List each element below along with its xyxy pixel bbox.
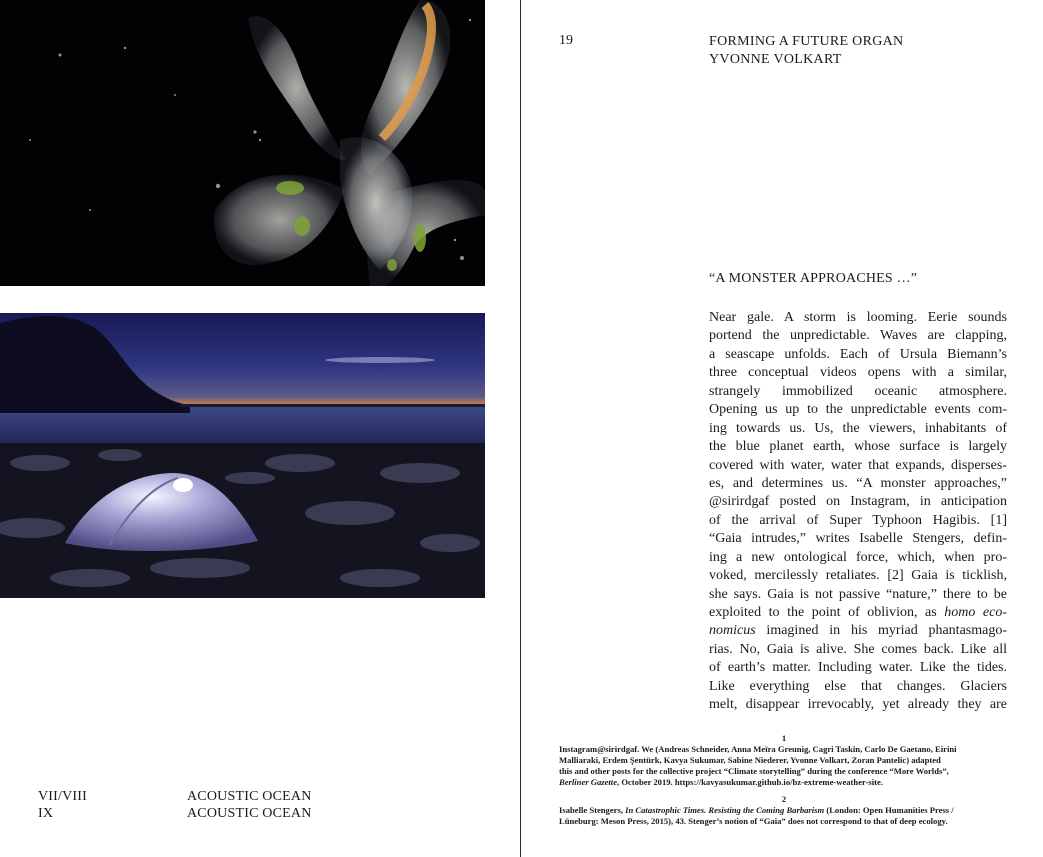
page-gutter: [520, 0, 521, 857]
body-line: portend the unpredictable. Waves are clapping,: [709, 328, 1007, 344]
body-line: nomicus imagined in his myriad phantasmago-: [709, 623, 1007, 639]
body-line: of the arrival of Super Typhoon Hagibis. [1]: [709, 512, 1007, 528]
page-number: 19: [559, 33, 573, 48]
footnote-number: 1: [781, 733, 787, 743]
body-line: of earth’s matter. Including water. Like the tides.: [709, 660, 1007, 676]
body-line: exploited to the point of oblivion, as homo eco-: [709, 605, 1007, 620]
footnote-line: Berliner Gazette, October 2019. https://kavyasukumar.github.io/bz-extreme-weather-site.: [559, 777, 883, 787]
body-line: three conceptual videos opens with a similar,: [709, 365, 1007, 381]
footnotes: [559, 733, 1009, 833]
sea-creature-photo: [0, 0, 485, 286]
body-line: melt, disappear irrevocably, yet already they are: [709, 697, 1007, 713]
body-line: strangely immobilized oceanic atmosphere.: [709, 383, 1007, 399]
footnote-line: Isabelle Stengers, In Catastrophic Times. Resisting the Coming Barbarism (London: Open Humanities Press /: [559, 805, 954, 815]
footnote-line: Instagram@sirirdgaf. We (Andreas Schneider, Anna Meïra Greunig, Cagri Taskin, Carlo De Gaetano, Eirini: [559, 744, 957, 754]
sea-creature-illustration: [0, 0, 485, 286]
caption-number: IX: [38, 806, 54, 821]
body-line: a seascape unfolds. Each of Ursula Biemann’s: [709, 346, 1007, 362]
image-captions: [38, 788, 312, 822]
body-text: [709, 309, 1007, 715]
body-line: Opening us up to the unpredictable events com-: [709, 402, 1007, 418]
article-title: FORMING A FUTURE ORGAN: [709, 34, 904, 49]
body-line: rias. No, Gaia is alive. She comes back. Like all: [709, 641, 1007, 657]
footnote-line: this and other posts for the collective project “Climate storytelling” during the conference “More Worlds”,: [559, 766, 949, 776]
tent-landscape-illustration: [0, 313, 485, 598]
section-heading: “A MONSTER APPROACHES …”: [709, 271, 918, 286]
footnote-number: 2: [781, 794, 787, 804]
footnote-line: Lüneburg: Meson Press, 2015), 43. Stenger’s notion of “Gaia” does not correspond to that of deep ecology.: [559, 816, 948, 826]
tent-at-night-photo: [0, 313, 485, 598]
footnote-line: Malliaraki, Erdem Şentürk, Kavya Sukumar, Sabine Niederer, Yvonne Volkart, Zoran Pantelic) adapted: [559, 755, 941, 765]
caption-number: VII/VIII: [38, 789, 88, 804]
body-line: Like everything else that changes. Glaciers: [709, 678, 1007, 694]
caption-title: ACOUSTIC OCEAN: [187, 806, 312, 821]
body-line: ing a new ontological force, which, when pro-: [709, 549, 1007, 565]
running-head: [709, 33, 903, 68]
caption-title: ACOUSTIC OCEAN: [187, 789, 312, 804]
caption-row: [38, 788, 312, 805]
body-line: es, and determines us. “A monster approaches,”: [709, 475, 1007, 491]
caption-row: [38, 805, 312, 822]
footnote: [559, 794, 1009, 827]
body-line: she says. Gaia is not passive “nature,” there to be: [709, 586, 1007, 602]
body-line: ing towards us. Us, the viewers, inhabitants of: [709, 420, 1007, 436]
body-line: “Gaia intrudes,” writes Isabelle Stengers, defin-: [709, 531, 1007, 547]
body-line: covered with water, water that expands, disperses-: [709, 457, 1007, 473]
body-line: voked, mercilessly retaliates. [2] Gaia is ticklish,: [709, 568, 1007, 584]
body-line: @sirirdgaf posted on Instagram, in anticipation: [709, 494, 1007, 510]
article-author: YVONNE VOLKART: [709, 51, 842, 67]
body-line: Near gale. A storm is looming. Eerie sounds: [709, 310, 1007, 325]
footnote: [559, 733, 1009, 788]
body-line: the blue planet earth, whose surface is largely: [709, 439, 1007, 455]
